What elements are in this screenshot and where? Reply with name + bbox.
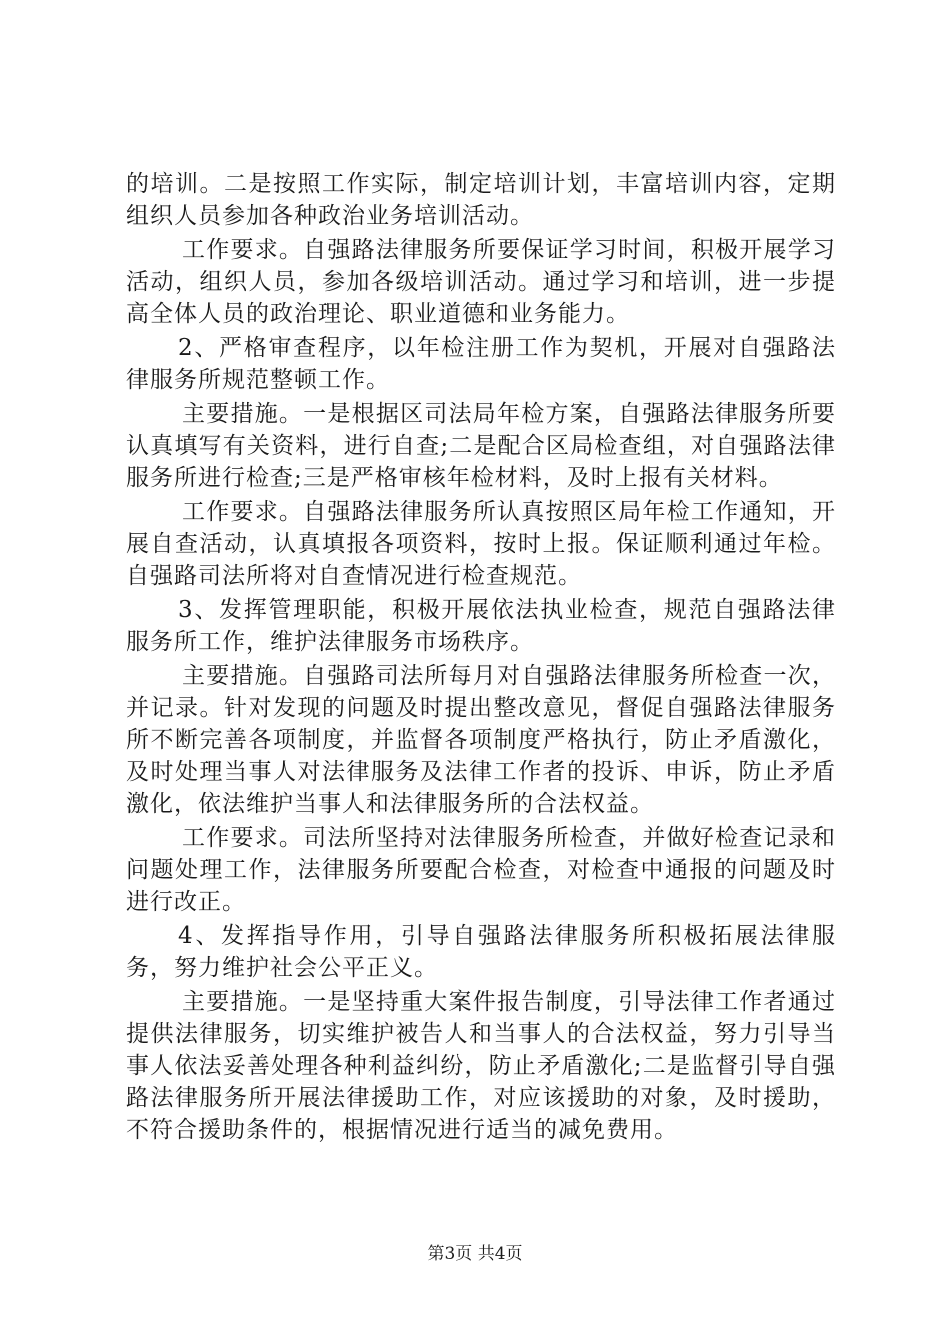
paragraph: 的培训。二是按照工作实际，制定培训计划，丰富培训内容，定期组织人员参加各种政治业务培训活动。 bbox=[126, 171, 836, 229]
paragraph: 主要措施。自强路司法所每月对自强路法律服务所检查一次，并记录。针对发现的问题及时提出整改意见，督促自强路法律服务所不断完善各项制度，并监督各项制度严格执行，防止矛盾激化，及时处理当事人对法律服务及法律工作者的投诉、申诉，防止矛盾激化，依法维护当事人和法律服务所的合法权益。 bbox=[126, 663, 836, 817]
paragraph: 工作要求。自强路法律服务所认真按照区局年检工作通知，开展自查活动，认真填报各项资料，按时上报。保证顺利通过年检。自强路司法所将对自查情况进行检查规范。 bbox=[126, 499, 836, 589]
page-number-footer: 第3页 共4页 bbox=[427, 1244, 523, 1264]
paragraph: 工作要求。司法所坚持对法律服务所检查，并做好检查记录和问题处理工作，法律服务所要配合检查，对检查中通报的问题及时进行改正。 bbox=[126, 825, 836, 915]
paragraph: 工作要求。自强路法律服务所要保证学习时间，积极开展学习活动，组织人员，参加各级培训活动。通过学习和培训，进一步提高全体人员的政治理论、职业道德和业务能力。 bbox=[126, 237, 836, 327]
numbered-heading-paragraph: 3、发挥管理职能，积极开展依法执业检查，规范自强路法律服务所工作，维护法律服务市场秩序。 bbox=[126, 597, 836, 655]
document-body bbox=[126, 168, 836, 1148]
numbered-heading-paragraph: 4、发挥指导作用，引导自强路法律服务所积极拓展法律服务，努力维护社会公平正义。 bbox=[126, 923, 836, 981]
numbered-heading-paragraph: 2、严格审查程序，以年检注册工作为契机，开展对自强路法律服务所规范整顿工作。 bbox=[126, 335, 836, 393]
paragraph: 主要措施。一是坚持重大案件报告制度，引导法律工作者通过提供法律服务，切实维护被告人和当事人的合法权益，努力引导当事人依法妥善处理各种利益纠纷，防止矛盾激化;二是监督引导自强路法律服务所开展法律援助工作，对应该援助的对象，及时援助，不符合援助条件的，根据情况进行适当的减免费用。 bbox=[126, 989, 836, 1143]
paragraph: 主要措施。一是根据区司法局年检方案，自强路法律服务所要认真填写有关资料，进行自查;二是配合区局检查组，对自强路法律服务所进行检查;三是严格审核年检材料，及时上报有关材料。 bbox=[126, 401, 836, 491]
